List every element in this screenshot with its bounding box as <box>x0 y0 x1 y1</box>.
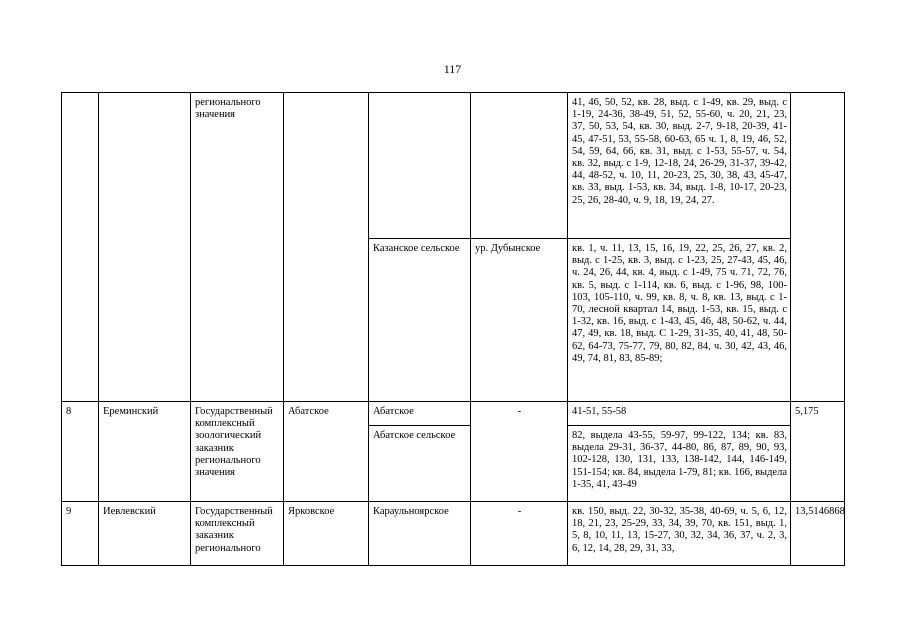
quarters-cell: кв. 150, выд. 22, 30-32, 35-38, 40-69, ч. 5, 6, 12, 18, 21, 23, 25-29, 33, 34, 39, 70, кв. 151, выд. 1, 5, 8, 10, 11, 13, 15-27, 30, 32, 34, 36, 37, ч. 2, 3, 6, 12, 14, 28, 29, 31, 33, <box>568 502 791 566</box>
page-number: 117 <box>443 62 462 76</box>
district-cell <box>284 93 369 402</box>
table-row <box>62 402 845 426</box>
quarters-cell: 41-51, 55-58 <box>568 402 791 426</box>
district-cell: Абатское <box>284 402 369 502</box>
table-row <box>62 93 845 239</box>
district-cell: Ярковское <box>284 502 369 566</box>
reserve-name-cell: Иевлевский <box>99 502 191 566</box>
row-number-cell: 8 <box>62 402 99 502</box>
settlement-cell: Абатское <box>369 402 471 426</box>
row-number-cell <box>62 93 99 402</box>
tract-cell: - <box>471 402 568 502</box>
row-number-cell: 9 <box>62 502 99 566</box>
tract-cell: ур. Дубынское <box>471 239 568 402</box>
category-cell: Государственный комплексный заказник регионального <box>191 502 284 566</box>
reserves-table <box>61 92 845 566</box>
area-cell: 5,175 <box>791 402 845 502</box>
tract-cell: - <box>471 502 568 566</box>
reserve-name-cell <box>99 93 191 402</box>
quarters-cell: 41, 46, 50, 52, кв. 28, выд. с 1-49, кв. 29, выд. с 1-19, 24-36, 38-49, 51, 52, 55-60, ч. 20, 21, 23, 37, 50, 53, 54, кв. 30, выд. 2-7, 9-18, 20-39, 41-45, 47-51, 53, 55-58, 60-63, 65 ч. 1, 8, 19, 46, 52, 54, 59, 64, 66, кв. 31, выд. с 1-53, 55-57, ч. 54, кв. 32, выд. с 1-9, 12-18, 24, 26-29, 31-37, 39-42, 44, 48-52, ч. 10, 11, 20-23, 25, 30, 38, 43, 45-47, кв. 33, выд. 1-53, кв. 34, выд. 1-8, 10-17, 20-23, 25, 26, 28-40, ч. 9, 18, 19, 24, 27. <box>568 93 791 239</box>
quarters-cell: 82, выдела 43-55, 59-97, 99-122, 134; кв. 83, выдела 29-31, 36-37, 44-80, 86, 87, 89, 90, 93, 102-128, 130, 131, 133, 138-142, 144, 146-149, 151-154; кв. 84, выдела 1-79, 81; кв. 166, выдела 1-35, 41, 43-49 <box>568 426 791 502</box>
settlement-cell: Казанское сельское <box>369 239 471 402</box>
area-cell <box>791 93 845 402</box>
category-cell: регионального значения <box>191 93 284 402</box>
table-row <box>62 502 845 566</box>
category-cell: Государственный комплексный зоологический заказник регионального значения <box>191 402 284 502</box>
settlement-cell: Караульноярское <box>369 502 471 566</box>
tract-cell <box>471 93 568 239</box>
settlement-cell: Абатское сельское <box>369 426 471 502</box>
quarters-cell: кв. 1, ч. 11, 13, 15, 16, 19, 22, 25, 26, 27, кв. 2, выд. с 1-25, кв. 3, выд. с 1-23, 25, 27-43, 45, 46, ч. 24, 26, 44, кв. 4, выд. с 1-49, 75 ч. 71, 72, 76, кв. 5, выд. с 1-114, кв. 6, выд. с 1-96, 98, 100-103, 105-110, ч. 99, кв. 8, ч. 8, кв. 13, выд. с 1-70, лесной квартал 14, выд. 1-53, кв. 15, выд. с 1-32, кв. 16, выд. с 1-43, 45, 46, 48, 50-62, ч. 44, 47, 49, кв. 18, выд. С 1-29, 31-35, 40, 41, 48, 50-62, 64-73, 75-77, 79, 80, 82, 84, ч. 30, 42, 43, 46, 49, 74, 81, 83, 85-89; <box>568 239 791 402</box>
area-cell: 13,5146868 <box>791 502 845 566</box>
settlement-cell <box>369 93 471 239</box>
reserve-name-cell: Ереминский <box>99 402 191 502</box>
